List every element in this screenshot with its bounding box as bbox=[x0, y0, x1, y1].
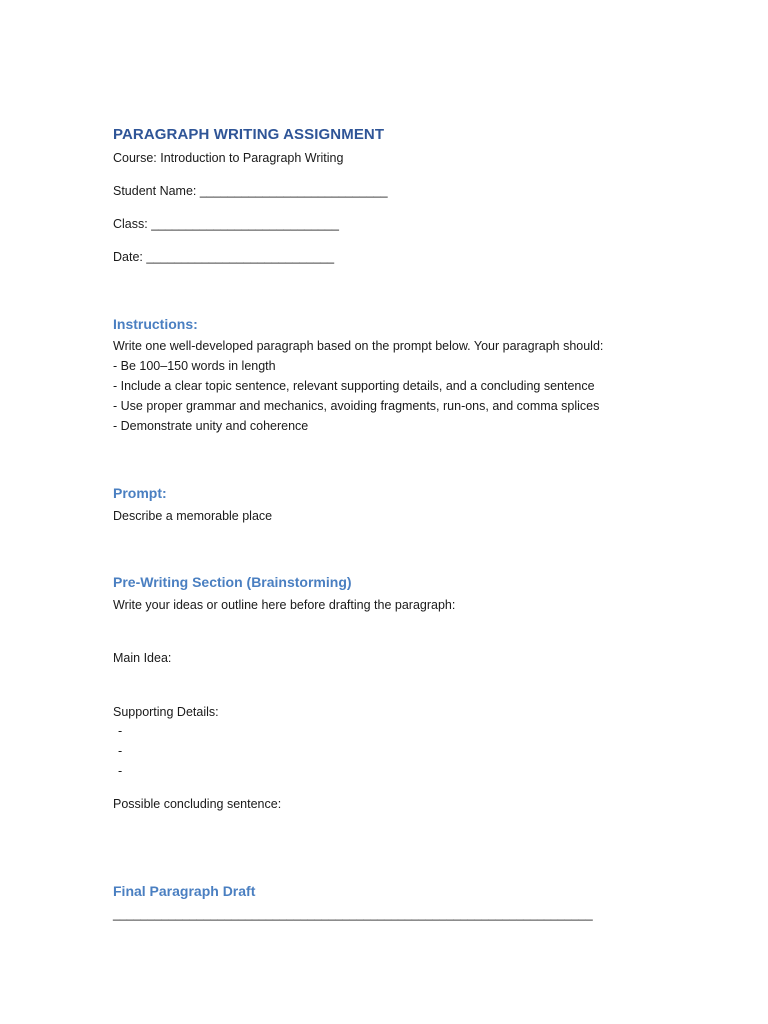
instruction-item: - Include a clear topic sentence, relevant supporting details, and a concluding sentence bbox=[113, 379, 595, 393]
supporting-detail-bullet: - bbox=[118, 724, 123, 738]
main-idea-label: Main Idea: bbox=[113, 651, 172, 665]
supporting-details-label: Supporting Details: bbox=[113, 705, 219, 719]
instructions-intro: Write one well-developed paragraph based on the prompt below. Your paragraph should: bbox=[113, 339, 604, 353]
prompt-heading: Prompt: bbox=[113, 485, 167, 501]
instruction-item: - Be 100–150 words in length bbox=[113, 359, 276, 373]
instruction-item: - Use proper grammar and mechanics, avoiding fragments, run-ons, and comma splices bbox=[113, 399, 600, 413]
supporting-detail-bullet: - bbox=[118, 744, 123, 758]
final-draft-line: _____________________________________________________________________ bbox=[113, 907, 593, 921]
prewriting-intro: Write your ideas or outline here before drafting the paragraph: bbox=[113, 598, 456, 612]
instruction-item: - Demonstrate unity and coherence bbox=[113, 419, 309, 433]
document-title: PARAGRAPH WRITING ASSIGNMENT bbox=[113, 126, 385, 143]
instructions-heading: Instructions: bbox=[113, 316, 198, 332]
course-line: Course: Introduction to Paragraph Writing bbox=[113, 151, 344, 165]
student-name-field: Student Name: ___________________________ bbox=[113, 184, 388, 198]
concluding-sentence-label: Possible concluding sentence: bbox=[113, 797, 282, 811]
prewriting-heading: Pre-Writing Section (Brainstorming) bbox=[113, 574, 352, 590]
prompt-text: Describe a memorable place bbox=[113, 509, 273, 523]
supporting-detail-bullet: - bbox=[118, 764, 123, 778]
date-field: Date: ___________________________ bbox=[113, 250, 335, 264]
class-field: Class: ___________________________ bbox=[113, 217, 339, 231]
final-draft-heading: Final Paragraph Draft bbox=[113, 883, 256, 899]
